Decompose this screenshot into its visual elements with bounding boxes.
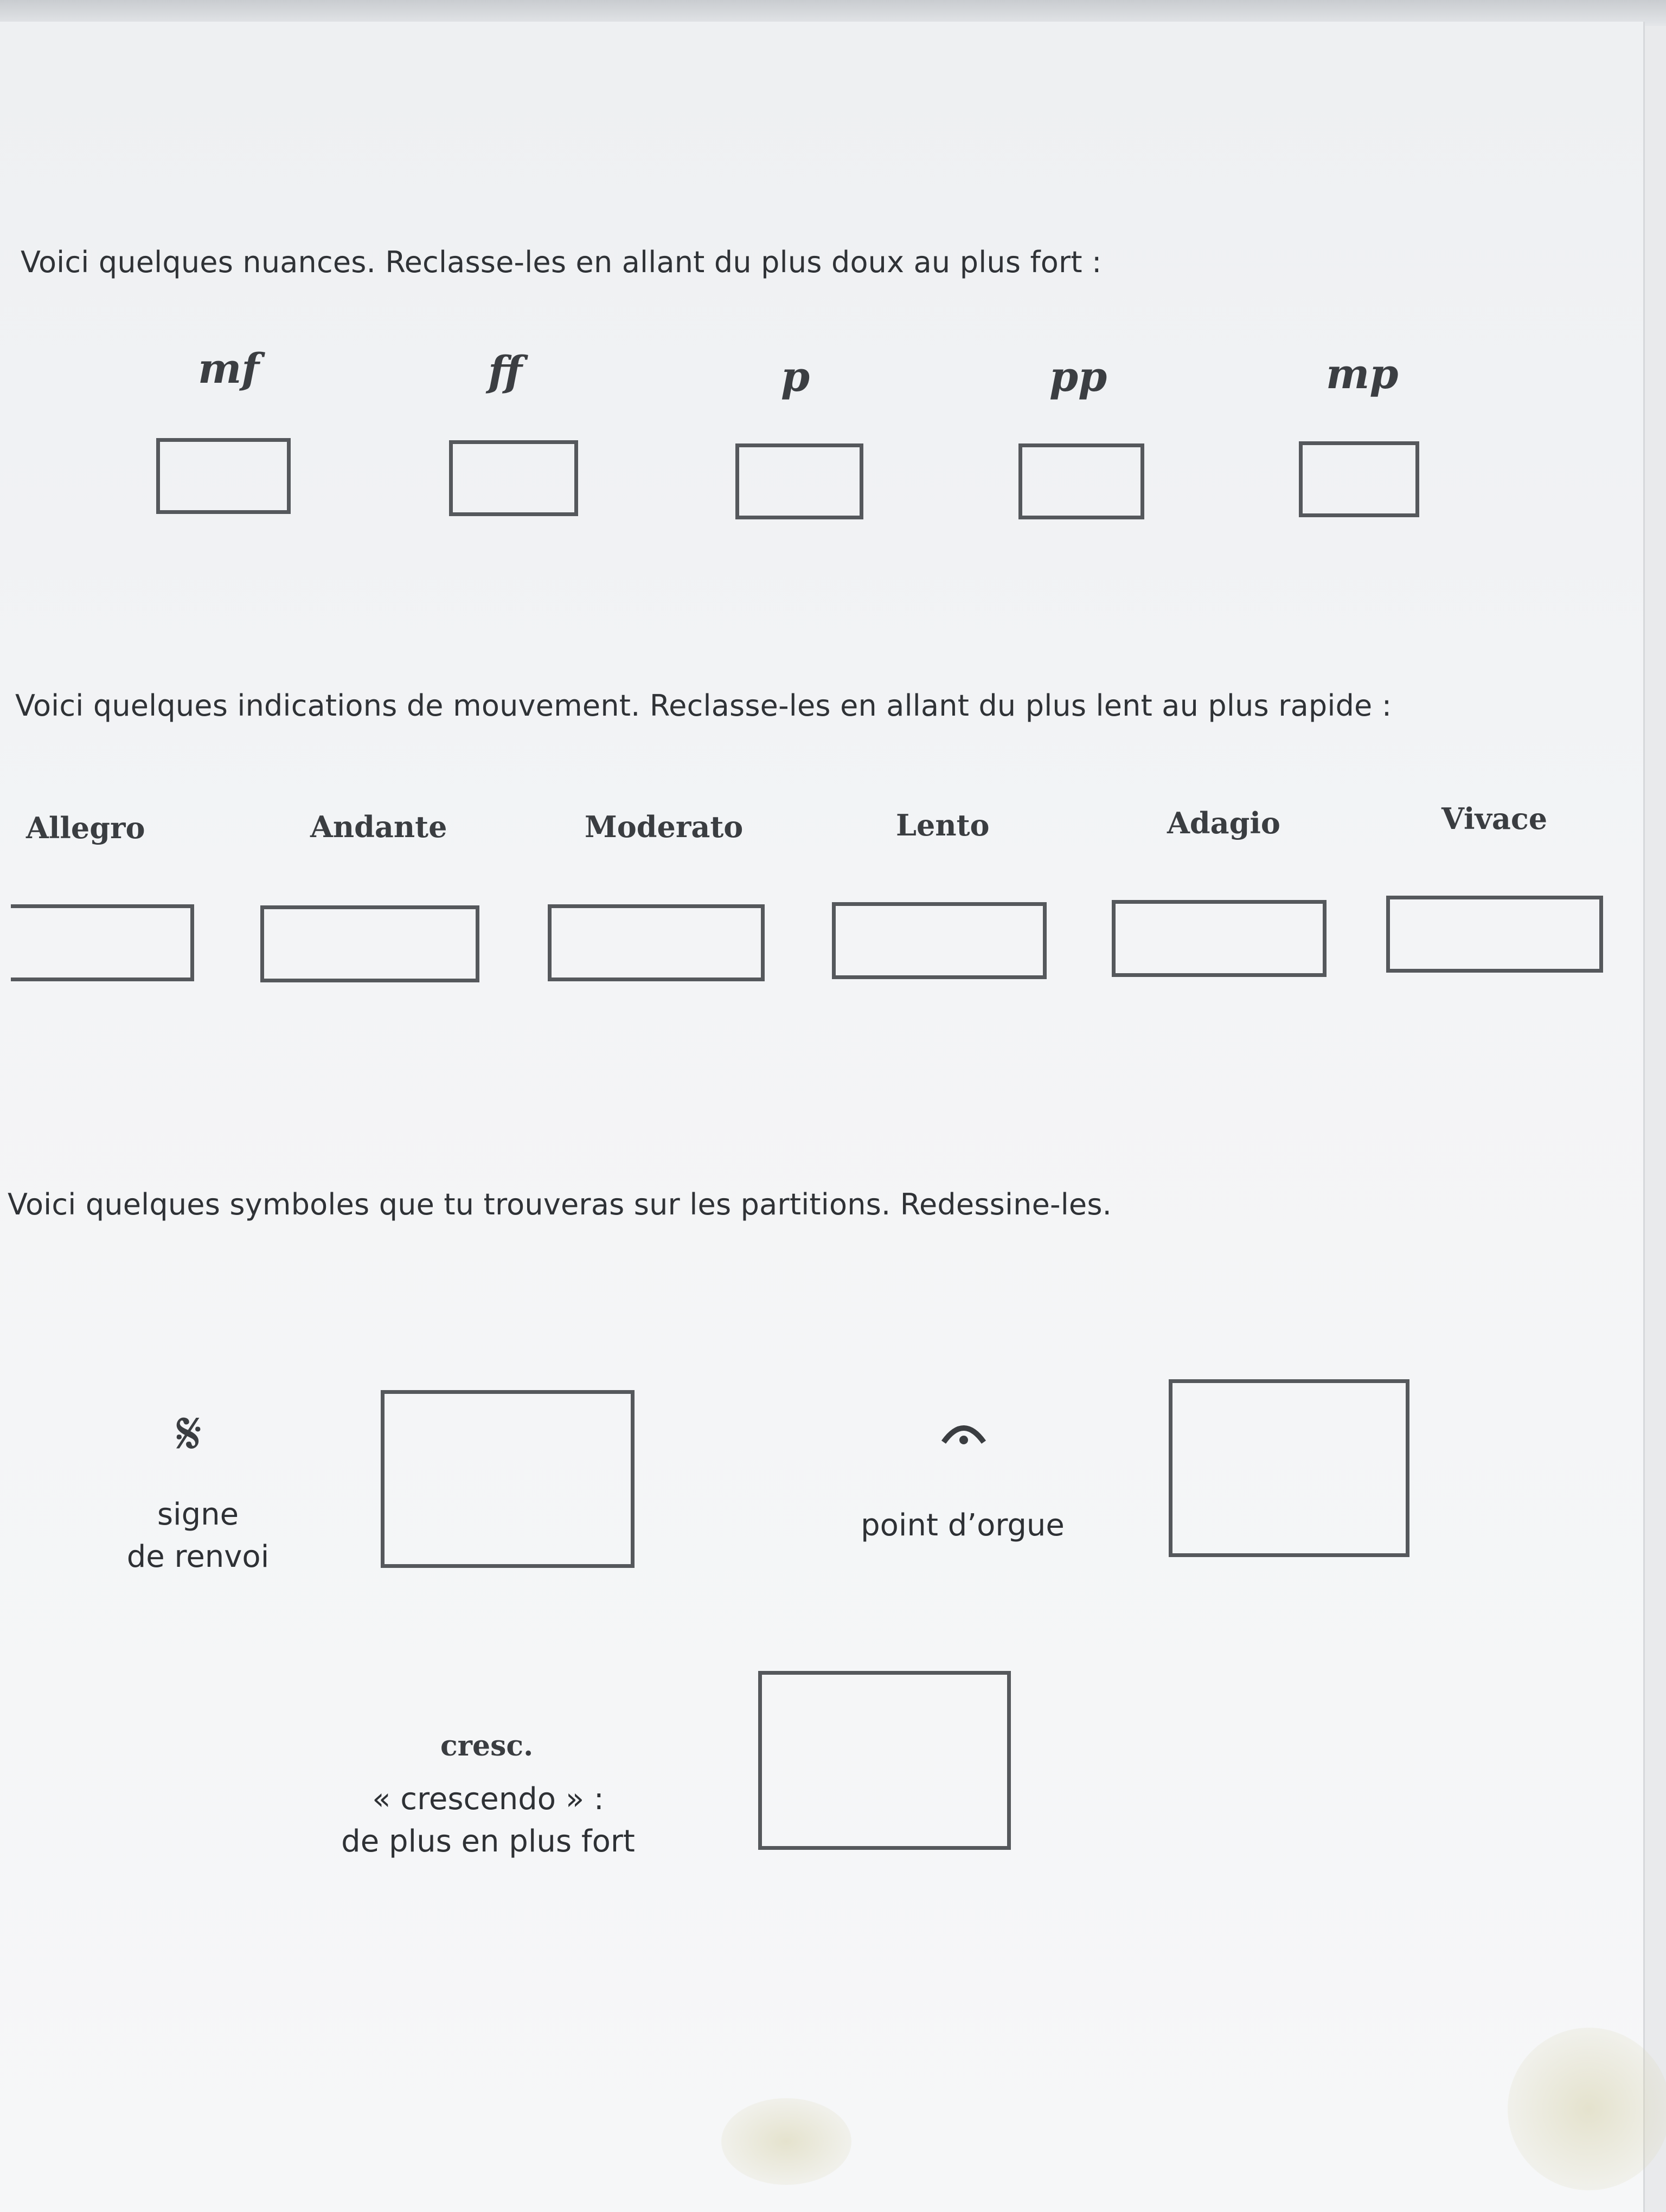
fermata-icon xyxy=(939,1417,988,1450)
tempo-moderato: Moderato xyxy=(585,809,744,844)
nuance-answer-box-4[interactable] xyxy=(1018,443,1144,519)
segno-label-line-1: signe xyxy=(157,1497,239,1532)
worksheet-page xyxy=(0,22,1645,2212)
tempo-andante: Andante xyxy=(310,809,447,844)
symbols-instruction: Voici quelques symboles que tu trouveras sur les partitions. Redessine-les. xyxy=(8,1187,1112,1221)
tempo-instruction: Voici quelques indications de mouvement. Reclasse-les en allant du plus lent au plus rapide : xyxy=(15,689,1392,723)
tempo-answer-box-1[interactable] xyxy=(11,904,194,981)
tempo-vivace: Vivace xyxy=(1441,801,1548,836)
segno-drawing-box[interactable] xyxy=(381,1390,635,1568)
tempo-answer-box-3[interactable] xyxy=(548,904,765,981)
segno-label xyxy=(108,1494,287,1578)
nuance-answer-box-1[interactable] xyxy=(156,438,291,514)
paper-stain xyxy=(1508,2028,1666,2190)
cresc-mark: cresc. xyxy=(440,1729,534,1763)
tempo-answer-box-6[interactable] xyxy=(1386,896,1603,973)
crescendo-drawing-box[interactable] xyxy=(758,1671,1011,1850)
fermata-drawing-box[interactable] xyxy=(1169,1379,1409,1557)
tempo-allegro: Allegro xyxy=(26,811,145,845)
fermata-label: point d’orgue xyxy=(861,1508,1065,1543)
nuance-answer-box-3[interactable] xyxy=(735,443,863,519)
tempo-answer-box-4[interactable] xyxy=(832,902,1047,979)
dynamic-p: p xyxy=(781,352,810,401)
crescendo-label-line-2: de plus en plus fort xyxy=(341,1824,635,1859)
crescendo-label xyxy=(304,1778,672,1863)
tempo-answer-box-2[interactable] xyxy=(260,905,479,982)
nuance-answer-box-2[interactable] xyxy=(449,440,578,516)
nuance-answer-box-5[interactable] xyxy=(1299,441,1419,517)
segno-label-line-2: de renvoi xyxy=(126,1539,270,1574)
paper-stain xyxy=(721,2098,851,2185)
nuances-instruction: Voici quelques nuances. Reclasse-les en allant du plus doux au plus fort : xyxy=(21,245,1102,279)
tempo-lento: Lento xyxy=(896,808,990,843)
dynamic-mp: mp xyxy=(1326,350,1399,398)
dynamic-pp: pp xyxy=(1049,352,1107,401)
dynamic-mf: mf xyxy=(198,344,260,393)
crescendo-label-line-1: « crescendo » : xyxy=(372,1782,604,1817)
tempo-answer-box-5[interactable] xyxy=(1112,900,1327,977)
dynamic-ff: ff xyxy=(488,347,522,395)
segno-icon: 𝄋 xyxy=(176,1399,202,1468)
tempo-adagio: Adagio xyxy=(1167,806,1280,840)
